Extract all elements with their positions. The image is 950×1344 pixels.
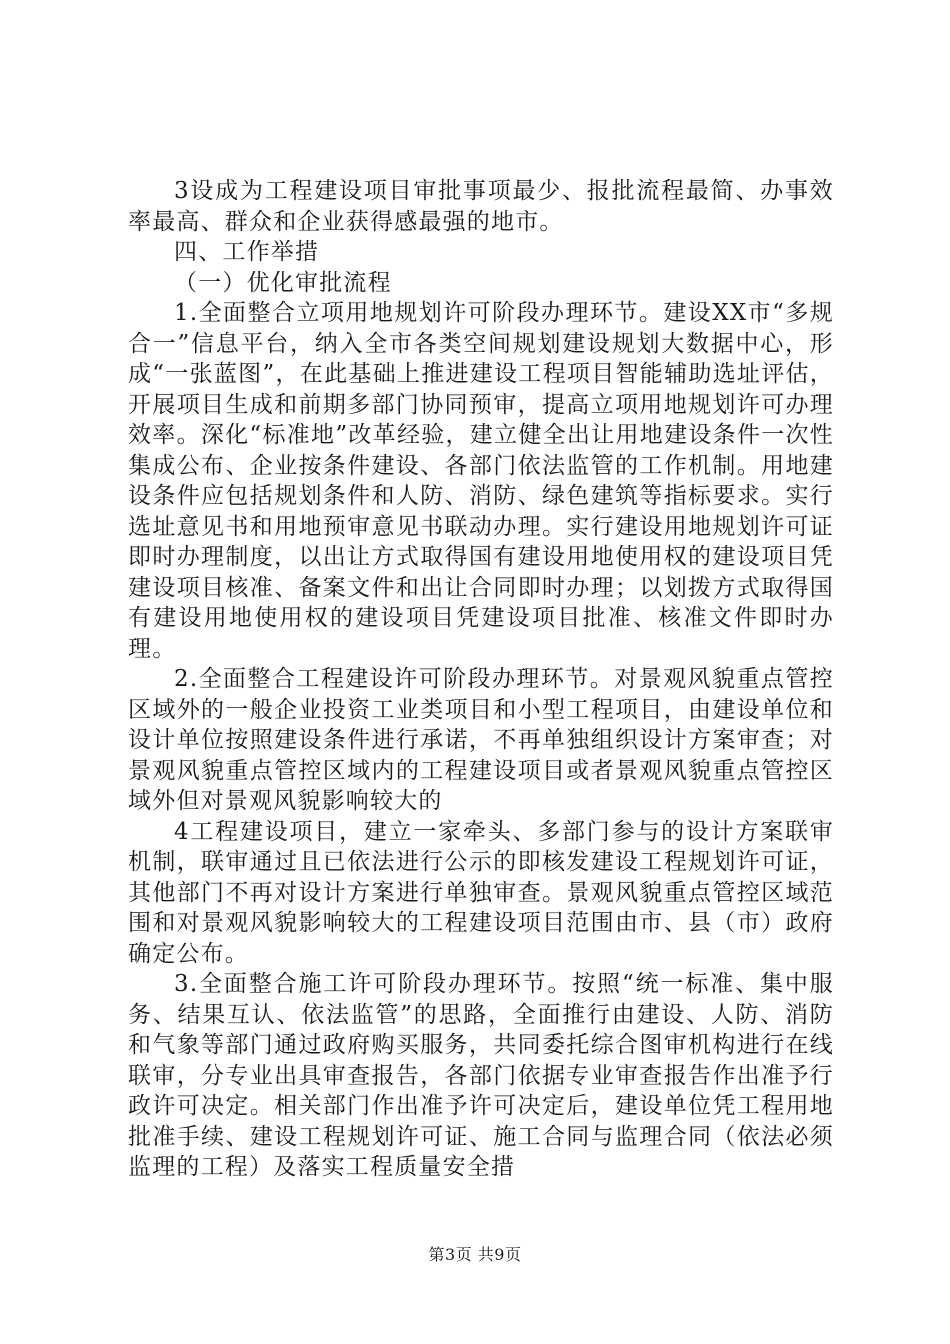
page-footer: 第3页 共9页 xyxy=(428,1245,522,1264)
paragraph-item-3: 3.全面整合施工许可阶段办理环节。按照“统一标准、集中服务、结果互认、依法监管”的思路，全面推行由建设、人防、消防和气象等部门通过政府购买服务，共同委托综合图审机构进行在线联审，分专业出具审查报告，各部门依据专业审查报告作出准予行政许可决定。相关部门作出准予许可决定后，建设单位凭工程用地批准手续、建设工程规划许可证、施工合同与监理合同（依法必须监理的工程）及落实工程质量安全措 xyxy=(128,971,834,1180)
paragraph-item-1: 1.全面整合立项用地规划许可阶段办理环节。建设XX市“多规合一”信息平台，纳入全市各类空间规划建设规划大数据中心，形成“一张蓝图”，在此基础上推进建设工程项目智能辅助选址评估，开展项目生成和前期多部门协同预审，提高立项用地规划许可办理效率。深化“标准地”改革经验，建立健全出让用地建设条件一次性集成公布、企业按条件建设、各部门依法监管的工作机制。用地建设条件应包括规划条件和人防、消防、绿色建筑等指标要求。实行选址意见书和用地预审意见书联动办理。实行建设用地规划许可证即时办理制度，以出让方式取得国有建设用地使用权的建设项目凭建设项目核准、备案文件和出让合同即时办理；以划拨方式取得国有建设用地使用权的建设项目凭建设项目批准、核准文件即时办理。 xyxy=(128,300,834,662)
paragraph-item-2: 2.全面整合工程建设许可阶段办理环节。对景观风貌重点管控区域外的一般企业投资工业类项目和小型工程项目，由建设单位和设计单位按照建设条件进行承诺，不再单独组织设计方案审查；对景观风貌重点管控区域内的工程建设项目或者景观风貌重点管控区域外但对景观风貌影响较大的 xyxy=(128,666,834,814)
subsection-heading-optimize-approval: （一）优化审批流程 xyxy=(174,269,392,296)
section-heading-work-measures: 四、工作举措 xyxy=(174,239,320,265)
document-body xyxy=(128,176,834,1183)
paragraph-goal-continued: 3设成为工程建设项目审批事项最少、报批流程最简、办事效率最高、群众和企业获得感最强的地市。 xyxy=(128,178,834,235)
paragraph-item-2-continued: 4工程建设项目，建立一家牵头、多部门参与的设计方案联审机制，联审通过且已依法进行公示的即核发建设工程规划许可证，其他部门不再对设计方案进行单独审查。景观风貌重点管控区域范围和对景观风貌影响较大的工程建设项目范围由市、县（市）政府确定公布。 xyxy=(128,818,834,967)
